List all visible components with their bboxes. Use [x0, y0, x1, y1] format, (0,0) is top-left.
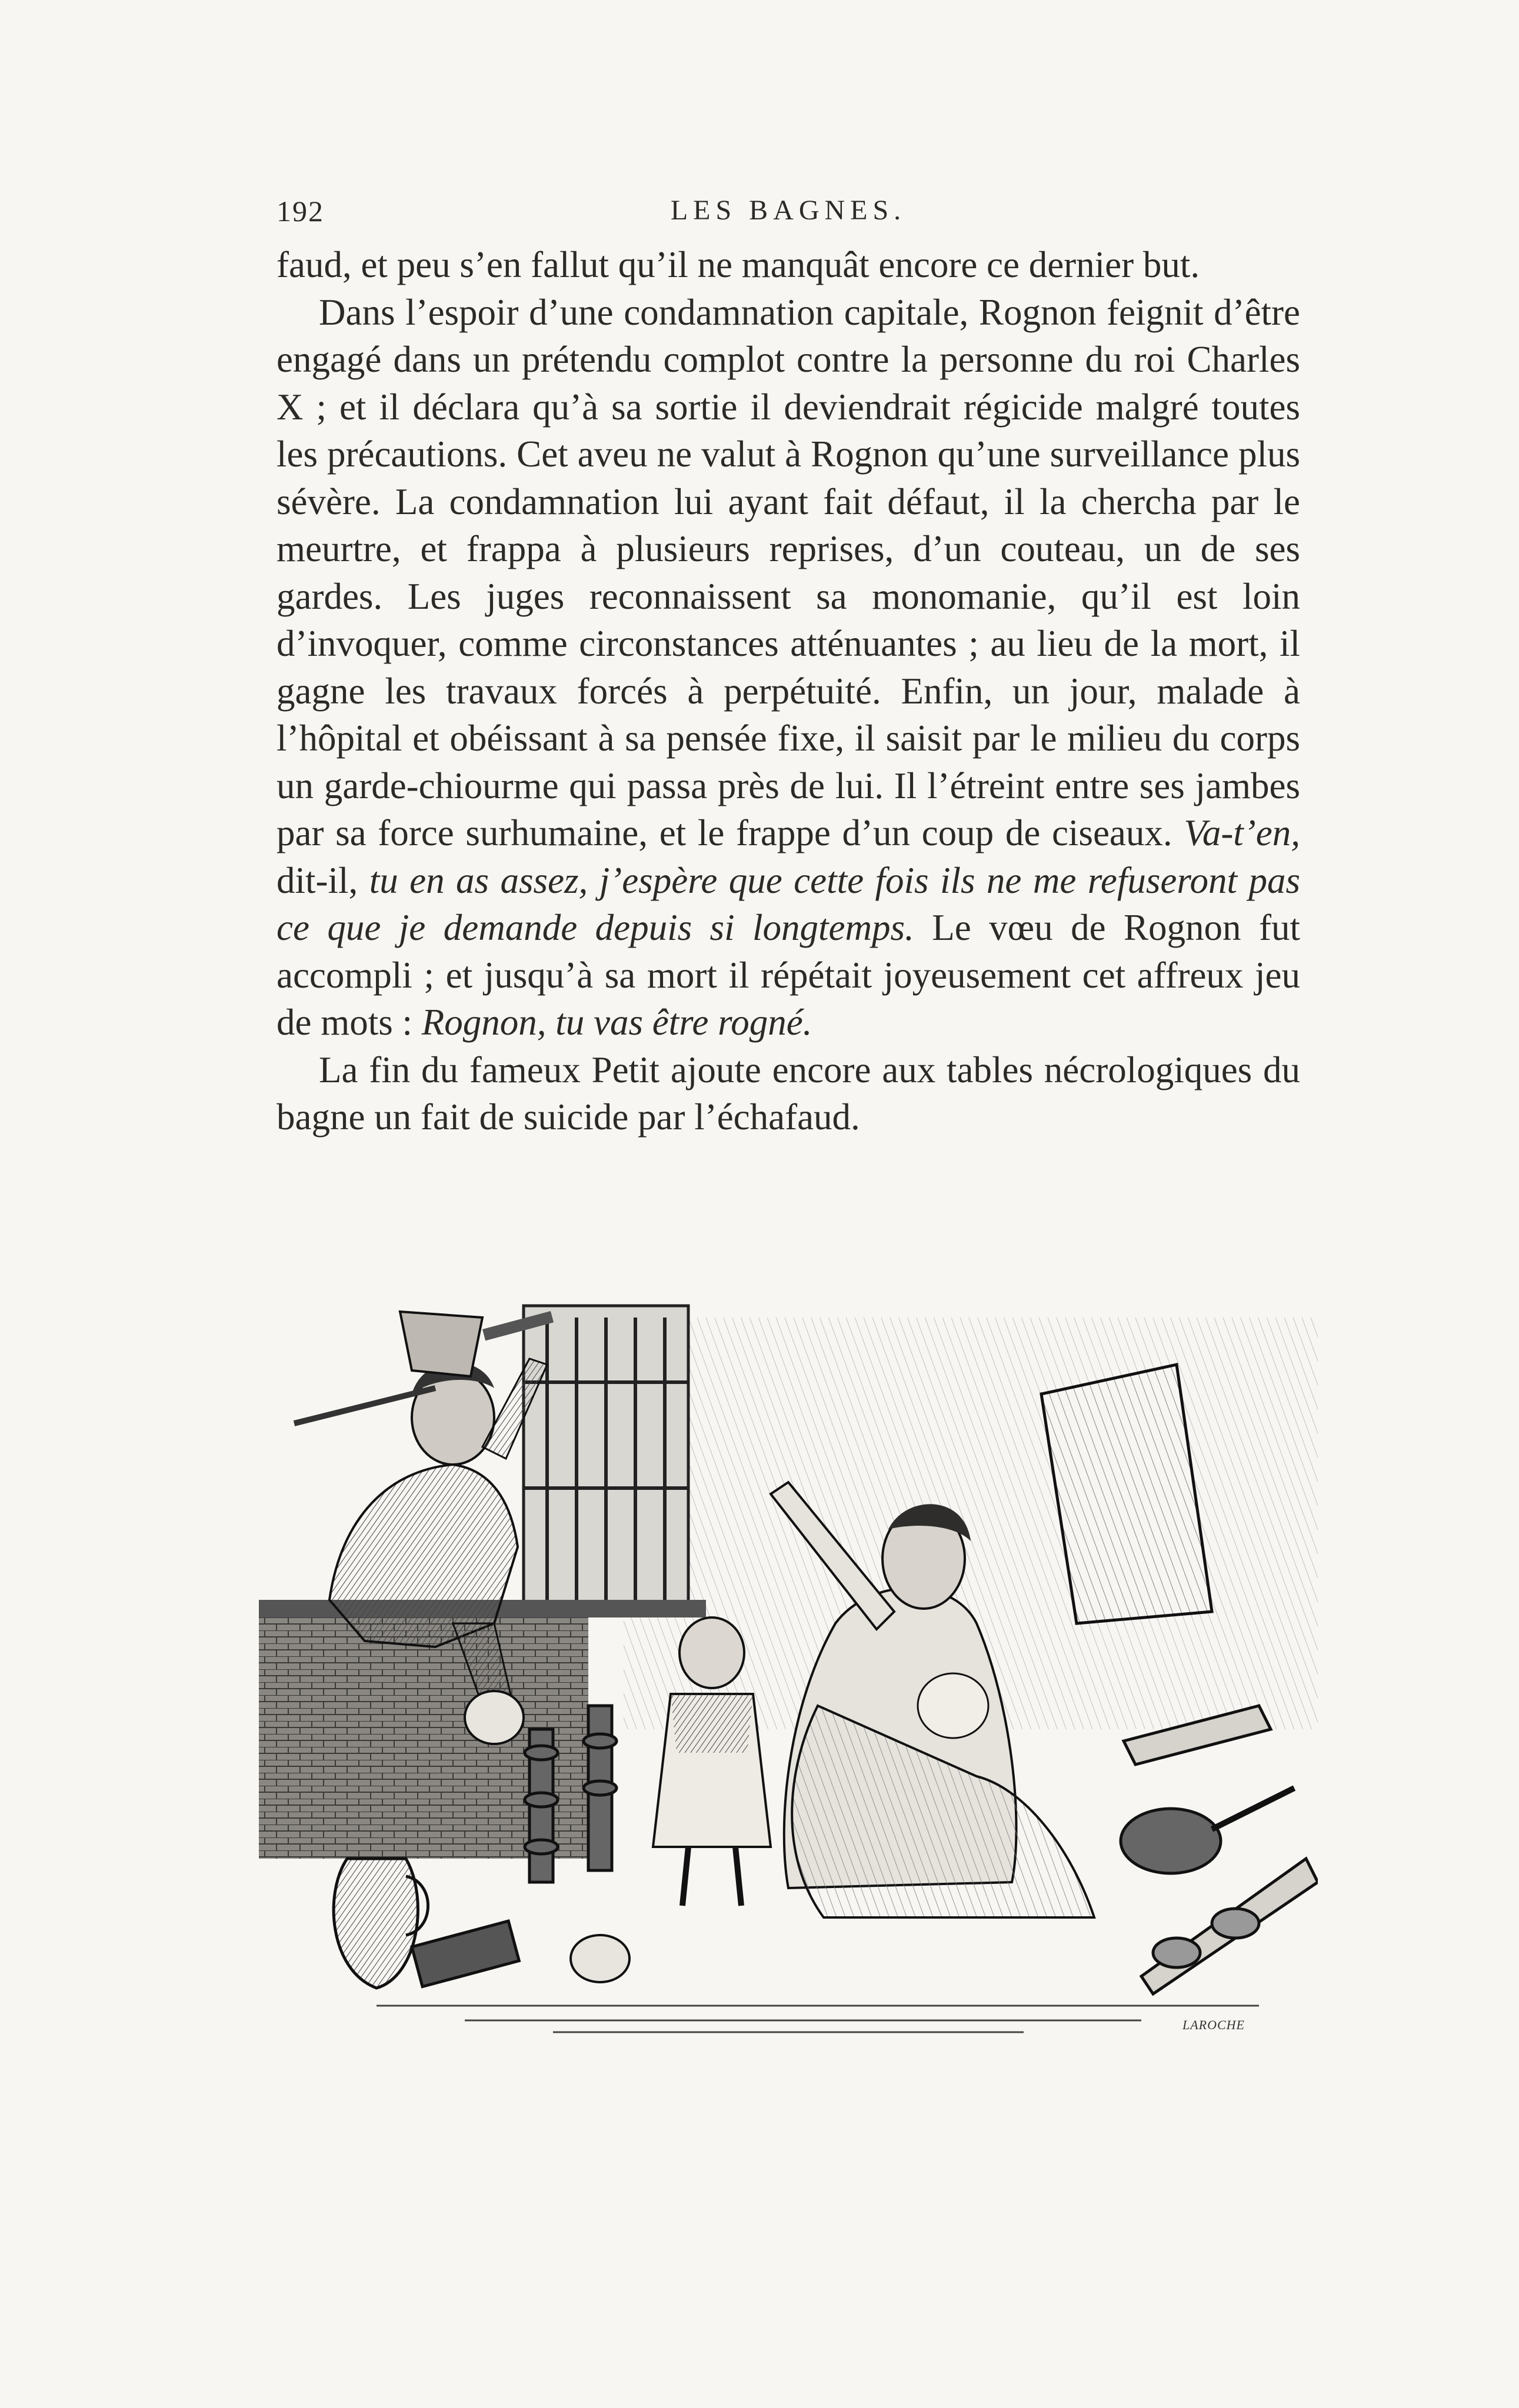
paragraph-rognon [277, 289, 1300, 1046]
pitcher [334, 1859, 428, 1988]
paragraph-rognon-text: Dans l’espoir d’une condamnation capitale, Rognon feignit d’être engagé dans un prétendu complot contre la personne du roi Charles X ; et il déclara qu’à sa sortie il deviendrait régicide malgré toutes les précautions. Cet aveu ne valut à Rognon qu’une surveillance plus sévère. La condamnation lui ayant fait défaut, il la chercha par le meurtre, et frappa à plusieurs reprises, d’un couteau, un de ses gardes. Les juges reconnaissent sa monomanie, qu’il est loin d’invoquer, comme circonstances atténuantes ; au lieu de la mort, il gagne les travaux forcés à perpétuité. Enfin, un jour, malade à l’hôpital et obéissant à sa pensée fixe, il saisit par le milieu du corps un garde-chiourme qui passa près de lui. Il l’étreint entre ses jambes par sa force surhumaine, et le frappe d’un coup de ciseaux. [277, 291, 1300, 853]
window-bars [524, 1318, 688, 1600]
tin-cup [412, 1921, 519, 1987]
paragraph-rognon-end: Le vœu de Rognon fut accompli ; et jusqu’à sa mort il répétait joyeusement cet affreux jeu de mots : [277, 907, 1300, 1043]
page-number: 192 [277, 195, 324, 228]
engraving-svg [259, 1294, 1318, 2041]
paragraph-continuation: faud, et peu s’en fallut qu’il ne manquât encore ce dernier but. [277, 244, 1200, 285]
dropped-purse [571, 1935, 629, 1982]
body-text [277, 241, 1300, 1141]
quote-tu-en-as-assez: tu en as assez, j’espère que cette fois ils ne me refuseront pas ce que je demande depuis si longtemps. [277, 859, 1301, 948]
running-head [277, 194, 1300, 235]
quote-va-ten: Va-t’en, [1184, 812, 1300, 853]
paragraph-petit: La fin du fameux Petit ajoute encore aux tables nécrologiques du bagne un fait de suicide par l’échafaud. [277, 1049, 1300, 1138]
running-title: LES BAGNES. [670, 195, 907, 226]
engraver-signature: LAROCHE [1182, 2017, 1245, 2032]
engraving-illustration [259, 1294, 1318, 2041]
floor-lines [377, 2006, 1259, 2032]
quote-rogne: Rognon, tu vas être rogné. [421, 1002, 812, 1043]
paragraph-rognon-dit: dit-il, [277, 859, 369, 901]
